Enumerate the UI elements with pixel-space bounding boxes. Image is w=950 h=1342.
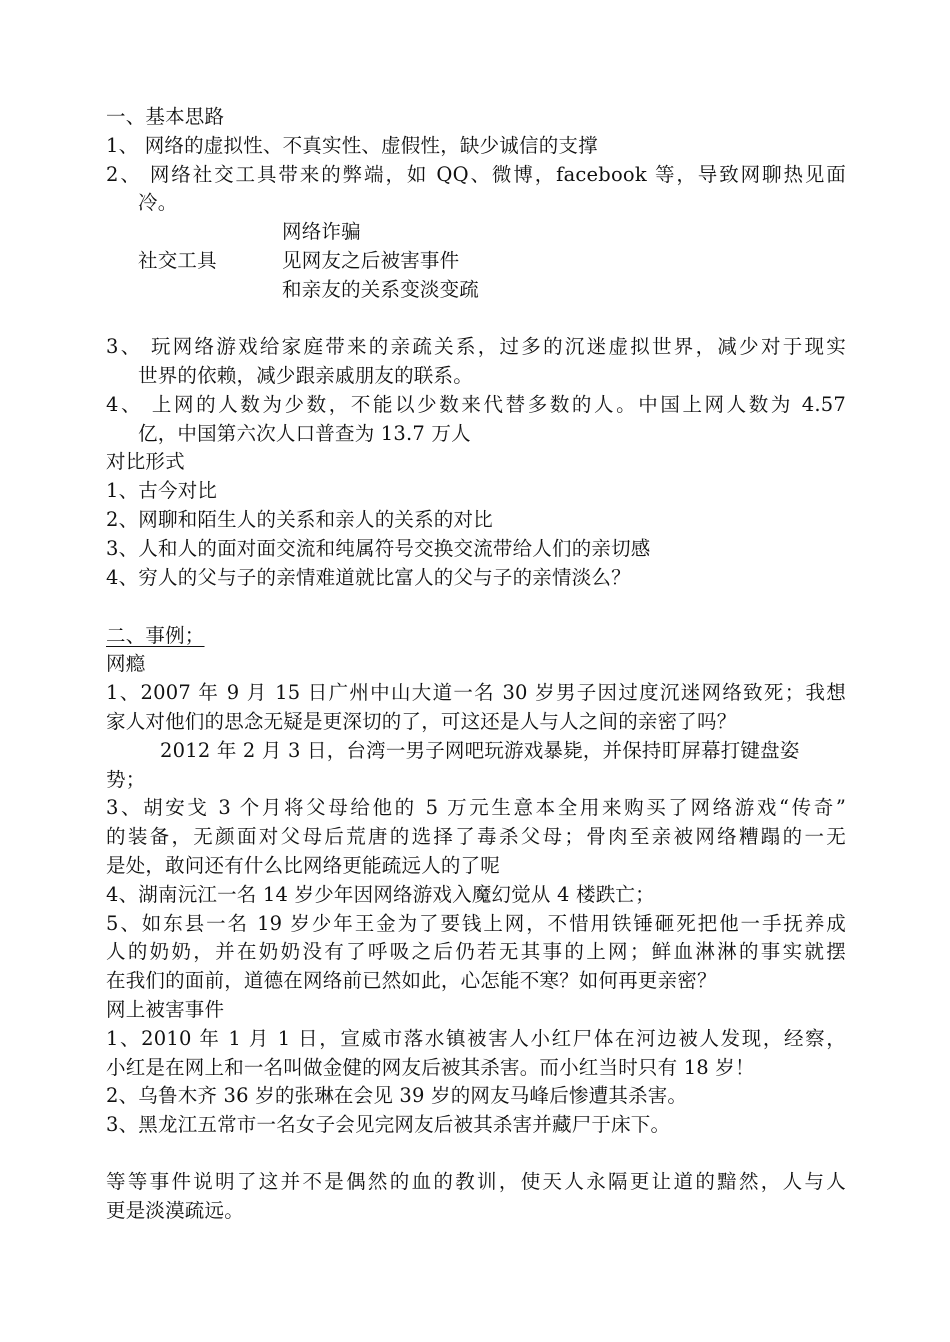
diagram-branch-2: 见网友之后被害事件 [282,249,460,272]
contrast-item-4: 4、穷人的父与子的亲情难道就比富人的父与子的亲情淡么？ [106,566,631,589]
harm-3: 3、黑龙江五常市一名女子会见完网友后被其杀害并藏尸于床下。 [106,1113,671,1136]
contrast-item-2: 2、网聊和陌生人的关系和亲人的关系的对比 [106,508,493,531]
addiction-3-line1: 3、胡安戈 3 个月将父母给他的 5 万元生意本全用来购买了网络游戏“传奇” [106,796,846,819]
contrast-item-1: 1、古今对比 [106,479,218,502]
addiction-5-line2: 人的奶奶，并在奶奶没有了呼吸之后仍若无其事的上网；鲜血淋淋的事实就摆 [106,940,846,963]
harm-title: 网上被害事件 [106,998,225,1021]
addiction-2-line2: 势； [106,768,146,791]
harm-1-line1: 1、2010 年 1 月 1 日，宣威市落水镇被害人小红尸体在河边被人发现，经察， [106,1027,846,1050]
contrast-item-3: 3、人和人的面对面交流和纯属符号交换交流带给人们的亲切感 [106,537,651,560]
diagram-branch-3: 和亲友的关系变淡变疏 [282,278,480,301]
addiction-3-line3: 是处，敢问还有什么比网络更能疏远人的了呢 [106,854,501,877]
conclusion-line2: 更是淡漠疏远。 [106,1199,244,1222]
item-1: 1、 网络的虚拟性、不真实性、虚假性，缺少诚信的支撑 [106,134,598,157]
addiction-2-line1: 2012 年 2 月 3 日，台湾一男子网吧玩游戏暴毙，并保持盯屏幕打键盘姿 [160,739,800,762]
section2-title: 二、事例； [106,624,205,647]
addiction-5-line1: 5、如东县一名 19 岁少年王金为了要钱上网，不惜用铁锤砸死把他一手抚养成 [106,912,846,935]
diagram-label: 社交工具 [138,249,217,272]
item-2-line1: 2、 网络社交工具带来的弊端，如 QQ、微博，facebook 等，导致网聊热见面 [106,163,846,186]
addiction-1-line1: 1、2007 年 9 月 15 日广州中山大道一名 30 岁男子因过度沉迷网络致死；我想 [106,681,846,704]
section1-title: 一、基本思路 [106,105,225,128]
addiction-5-line3: 在我们的面前，道德在网络前已然如此，心怎能不寒？如何再更亲密？ [106,969,717,992]
addiction-4: 4、湖南沅江一名 14 岁少年因网络游戏入魔幻觉从 4 楼跌亡； [106,883,655,906]
conclusion-line1: 等等事件说明了这并不是偶然的血的教训，使天人永隔更让道的黯然，人与人 [106,1170,846,1193]
item-2-line2: 冷。 [138,191,178,214]
diagram-branch-1: 网络诈骗 [282,220,361,243]
addiction-title: 网瘾 [106,652,146,675]
item-3-line2: 世界的依赖，减少跟亲戚朋友的联系。 [138,364,473,387]
harm-1-line2: 小红是在网上和一名叫做金健的网友后被其杀害。而小红当时只有 18 岁！ [106,1056,755,1079]
addiction-3-line2: 的装备，无颜面对父母后荒唐的选择了毒杀父母；骨肉至亲被网络糟蹋的一无 [106,825,846,848]
contrast-title: 对比形式 [106,450,185,473]
harm-2: 2、乌鲁木齐 36 岁的张琳在会见 39 岁的网友马峰后惨遭其杀害。 [106,1084,688,1107]
item-3-line1: 3、 玩网络游戏给家庭带来的亲疏关系，过多的沉迷虚拟世界，减少对于现实 [106,335,846,358]
item-4-line1: 4、 上网的人数为少数，不能以少数来代替多数的人。中国上网人数为 4.57 [106,393,846,416]
addiction-1-line2: 家人对他们的思念无疑是更深切的了，可这还是人与人之间的亲密了吗？ [106,710,737,733]
item-4-line2: 亿，中国第六次人口普查为 13.7 万人 [138,422,471,445]
